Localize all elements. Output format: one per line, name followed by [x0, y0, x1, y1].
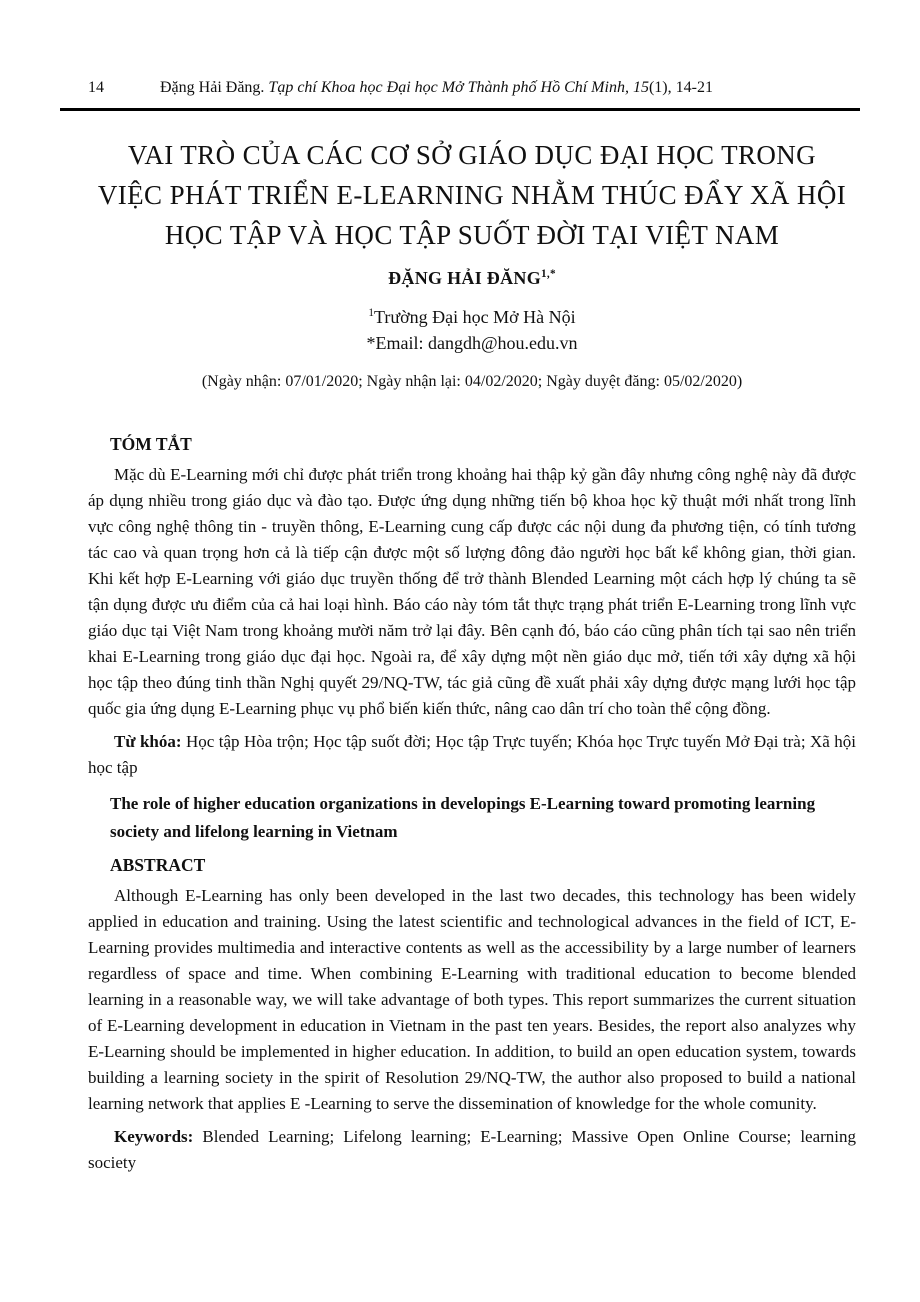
title-line-2: VIỆC PHÁT TRIỂN E-LEARNING NHẰM THÚC ĐẨY XÃ HỘI — [97, 180, 847, 210]
keywords-en-text: Blended Learning; Lifelong learning; E-Learning; Massive Open Online Course; learning society — [88, 1127, 857, 1172]
affiliation-line — [88, 304, 856, 330]
affiliation-block — [88, 304, 856, 356]
email-line: *Email: dangdh@hou.edu.vn — [366, 333, 578, 353]
page-header — [88, 78, 856, 98]
running-head-issue-pages: (1), 14-21 — [648, 79, 713, 96]
section-heading-tom-tat: TÓM TẮT — [110, 434, 192, 454]
english-title: The role of higher education organizations in developings E-Learning toward promoting learning society and lifelong learning in Vietnam — [110, 794, 816, 841]
abstract-en-paragraph: Although E-Learning has only been developed in the last two decades, this technology has been widely applied in education and training. Using the latest scientific and technological advances in the field of ICT, E-Learning provides multimedia and interactive contents as well as the accessibility by a large number of learners regardless of space and time. When combining E-Learning with traditional education to become blended learning in a reasonable way, we will take advantage of both types. This report summarizes the current situation of E-Learning development in education in Vietnam in the past ten years. Besides, the report also analyzes why E-Learning should be implemented in higher education. In addition, to build an open education system, towards building a learning society in the spirit of Resolution 29/NQ-TW, the author also proposed to build a national learning network that applies E -Learning to serve the dissemination of knowledge for the whole comunity. — [88, 886, 856, 1113]
header-rule — [60, 108, 860, 111]
article-title — [88, 135, 856, 255]
page-number: 14 — [88, 79, 104, 96]
running-head-journal: Tạp chí Khoa học Đại học Mở Thành phố Hồ Chí Minh, 15 — [268, 79, 649, 96]
author-name: ĐẶNG HẢI ĐĂNG — [388, 268, 542, 288]
section-heading-abstract: ABSTRACT — [110, 855, 206, 875]
author-line — [88, 268, 856, 289]
running-head-citation — [160, 78, 713, 98]
keywords-en-label: Keywords: — [114, 1127, 194, 1146]
affiliation-text: Trường Đại học Mở Hà Nội — [373, 307, 576, 327]
title-line-1: VAI TRÒ CỦA CÁC CƠ SỞ GIÁO DỤC ĐẠI HỌC TRONG — [127, 140, 817, 170]
keywords-vi-label: Từ khóa: — [114, 732, 182, 751]
dates-line: (Ngày nhận: 07/01/2020; Ngày nhận lại: 04/02/2020; Ngày duyệt đăng: 05/02/2020) — [201, 373, 743, 390]
keywords-vi-text: Học tập Hòa trộn; Học tập suốt đời; Học tập Trực tuyến; Khóa học Trực tuyến Mở Đại trà; Xã hội học tập — [88, 732, 856, 777]
running-head-author: Đặng Hải Đăng. — [160, 79, 265, 96]
affiliation-superscript: 1 — [368, 307, 374, 319]
keywords-en — [88, 1124, 856, 1176]
title-line-3: HỌC TẬP VÀ HỌC TẬP SUỐT ĐỜI TẠI VIỆT NAM — [164, 220, 780, 250]
keywords-vi — [88, 729, 856, 781]
abstract-vi-paragraph: Mặc dù E-Learning mới chỉ được phát triển trong khoảng hai thập kỷ gần đây nhưng công nghệ này đã được áp dụng nhiều trong giáo dục và đào tạo. Được ứng dụng những tiến bộ khoa học kỹ thuật mới nhất trong lĩnh vực công nghệ thông tin - truyền thông, E-Learning cung cấp được các nội dung đa phương tiện, có tính tương tác cao và quan trọng hơn cả là tiếp cận được một số lượng đông đảo người học bất kể không gian, thời gian. Khi kết hợp E-Learning với giáo dục truyền thống để trở thành Blended Learning một cách hợp lý chúng ta sẽ tận dụng được ưu điểm của cả hai loại hình. Báo cáo này tóm tắt thực trạng phát triển E-Learning trong lĩnh vực giáo dục tại Việt Nam trong khoảng mười năm trở lại đây. Bên cạnh đó, báo cáo cũng phân tích tại sao nên triển khai E-Learning trong giáo dục đại học. Ngoài ra, để xây dựng một nền giáo dục mở, tiến tới xây dựng xã hội học tập theo đúng tinh thần Nghị quyết 29/NQ-TW, tác giả cũng đề xuất phải xây dựng được mạng lưới học tập quốc gia ứng dụng E-Learning phục vụ phổ biến kiến thức, nâng cao dân trí cho toàn thể cộng đồng. — [88, 465, 856, 718]
author-superscript: 1,* — [541, 268, 556, 280]
